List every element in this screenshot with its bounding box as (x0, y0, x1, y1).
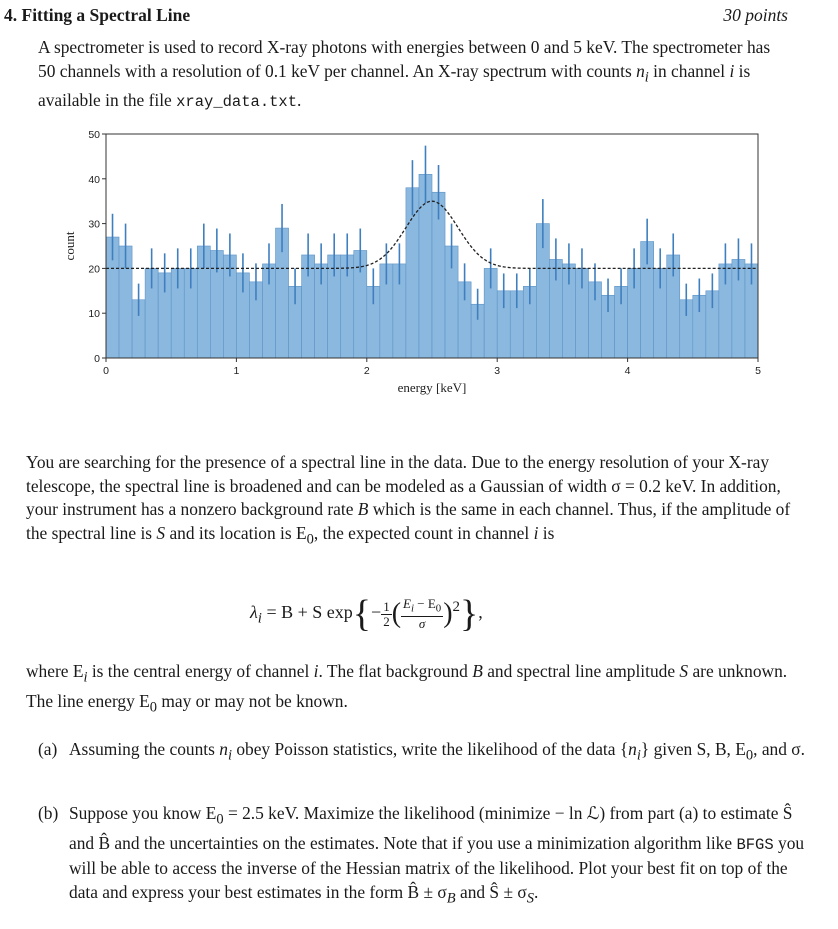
model-paragraph: You are searching for the presence of a spectral line in the data. Due to the energy resolution of your X-ray telescope, the spectral line is broadened and can be modeled as a Gaussian of width σ = 0.2 keV. In addition, your instrument has a nonzero background rate B which is the same in each channel. Thus, if the amplitude of the spectral line is S and its location is $E_0$, the expected count in channel i is (26, 452, 791, 547)
x-axis-label: energy [keV] (397, 380, 467, 395)
question-b-text: Suppose you know $E_0 = 2.5$ keV. Maximize the likelihood (minimize − ln ℒ) from part (a) to estimate Ŝ and B̂ and the uncertainties on the estimates. Note that if you use a minimization algorithm like BFGS you will be able to access the inverse of the Hessian matrix of the likelihood. Plot your best fit on top of the data and express your best estimates in the form B̂ ± $\sigma_B$ and Ŝ ± $\sigma_S$. (69, 803, 805, 907)
after-equation-paragraph: where $E_i$ is the central energy of channel i. The flat background B and spectral line amplitude S are unknown. The line energy $E_0$ may or may not be known. (26, 661, 788, 716)
x-tick-label: 5 (755, 365, 761, 377)
filename: xray_data.txt (176, 93, 298, 112)
x-tick-label: 4 (624, 365, 631, 377)
y-axis-label: count (62, 231, 77, 261)
question-a-label: (a) (38, 739, 58, 759)
x-tick-label: 3 (494, 365, 501, 377)
question-b-label: (b) (38, 803, 59, 823)
y-tick-label: 20 (88, 263, 100, 276)
model-equation: $\lambda_i = B + S$ exp{− $\frac{1}{2}$ ( $\frac{E_i - E_0}{\sigma}$ )$^2$}, (250, 593, 483, 635)
problem-points: 30 points (723, 5, 788, 25)
y-tick-label: 40 (88, 173, 100, 186)
y-tick-label: 50 (88, 129, 100, 141)
x-tick-label: 1 (233, 365, 240, 377)
question-a-text: Assuming the counts $n_i$ obey Poisson statistics, write the likelihood of the data $\{n_i\}$ given S, B, $E_0$, and σ. (69, 739, 805, 764)
problem-title: 4. Fitting a Spectral Line (4, 5, 191, 25)
y-tick-label: 10 (88, 308, 100, 321)
x-tick-label: 2 (363, 365, 370, 377)
y-tick-label: 0 (94, 353, 100, 365)
y-tick-label: 30 (88, 218, 100, 231)
spectrum-chart (60, 122, 780, 412)
x-tick-label: 0 (103, 365, 109, 377)
intro-paragraph: A spectrometer is used to record X-ray photons with energies between 0 and 5 keV. The spectrometer has 50 channels with a resolution of 0.1 keV per channel. An X-ray spectrum with counts $n_i$ in channel i is available in the file xray_data.txt. (38, 37, 771, 112)
